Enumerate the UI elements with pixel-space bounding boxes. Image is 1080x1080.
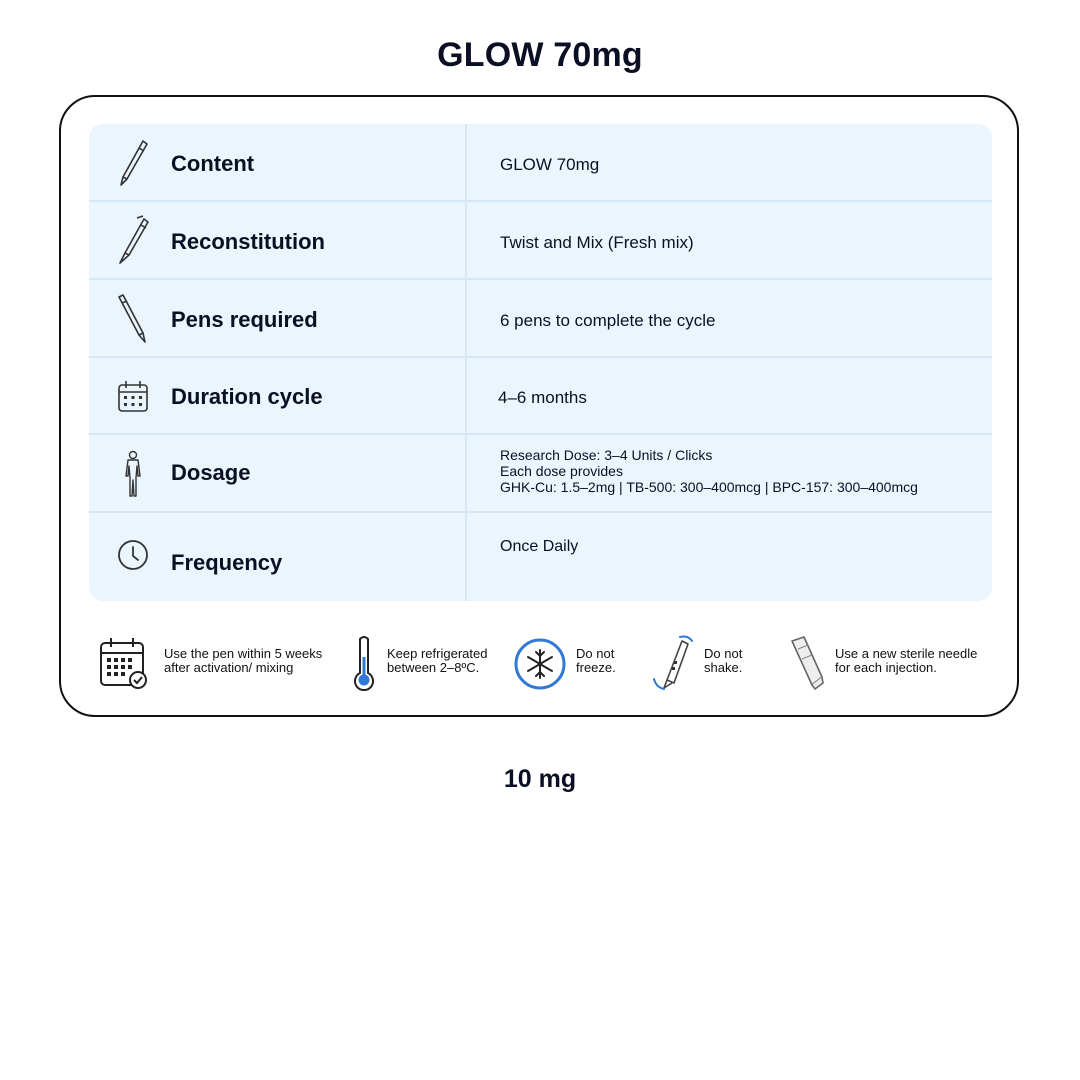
pen-mixing-icon (113, 215, 153, 267)
snowflake-icon (513, 637, 567, 691)
product-info-card (59, 95, 1019, 717)
instruction-item (650, 627, 770, 697)
thermometer-icon (351, 635, 377, 691)
row-label: Pens required (171, 307, 318, 332)
instruction-item (788, 627, 1008, 697)
table-row-duration-cycle (89, 358, 992, 435)
calendar-icon (113, 371, 153, 423)
instruction-text (835, 647, 977, 675)
info-table (89, 124, 992, 601)
needle-icon (788, 635, 828, 691)
row-label: Frequency (171, 550, 283, 575)
row-value: 4–6 months (498, 388, 587, 407)
instruction-line: for each injection. (835, 660, 937, 675)
table-row-pens-required (89, 280, 992, 358)
table-row-frequency (89, 513, 992, 601)
calendar-check-icon (98, 635, 150, 691)
page-title: GLOW 70mg (437, 36, 643, 74)
clock-icon (113, 529, 153, 581)
row-value: 6 pens to complete the cycle (500, 311, 716, 330)
table-row-dosage (89, 435, 992, 513)
row-value: Twist and Mix (Fresh mix) (500, 233, 694, 252)
instruction-item (351, 627, 501, 697)
row-label: Duration cycle (171, 384, 323, 409)
pen-icon (113, 137, 153, 189)
dosage-line: Each dose provides (500, 463, 623, 479)
instructions-footer (61, 627, 1021, 697)
instruction-text (387, 647, 487, 675)
instruction-text (576, 647, 616, 675)
dose-subtitle: 10 mg (503, 765, 577, 793)
pen-icon (113, 293, 153, 345)
instruction-line: Do not (576, 646, 615, 661)
shake-pen-icon (650, 633, 696, 693)
instruction-line: Use the pen within 5 weeks (164, 646, 323, 661)
instruction-item (513, 627, 633, 697)
instruction-line: Use a new sterile needle (835, 646, 978, 661)
instruction-line: Keep refrigerated (387, 646, 488, 661)
instruction-line: freeze. (576, 660, 616, 675)
table-row-reconstitution (89, 202, 992, 280)
human-body-icon (113, 448, 153, 500)
dosage-line: GHK-Cu: 1.5–2mg | TB-500: 300–400mcg | BPC-157: 300–400mcg (500, 479, 918, 495)
instruction-text (164, 647, 322, 675)
dosage-line: Research Dose: 3–4 Units / Clicks (500, 447, 713, 463)
row-label: Dosage (171, 460, 251, 485)
table-row-content (89, 124, 992, 202)
row-label: Content (171, 151, 255, 176)
instruction-text (704, 647, 742, 675)
instruction-line: shake. (704, 660, 743, 675)
row-label: Reconstitution (171, 229, 325, 254)
instruction-item (98, 627, 348, 697)
row-value: Once Daily (500, 538, 579, 555)
instruction-line: after activation/ mixing (164, 660, 294, 675)
instruction-line: between 2–8ºC. (387, 660, 480, 675)
row-value: GLOW 70mg (500, 155, 600, 174)
instruction-line: Do not (704, 646, 743, 661)
row-value (500, 447, 918, 495)
